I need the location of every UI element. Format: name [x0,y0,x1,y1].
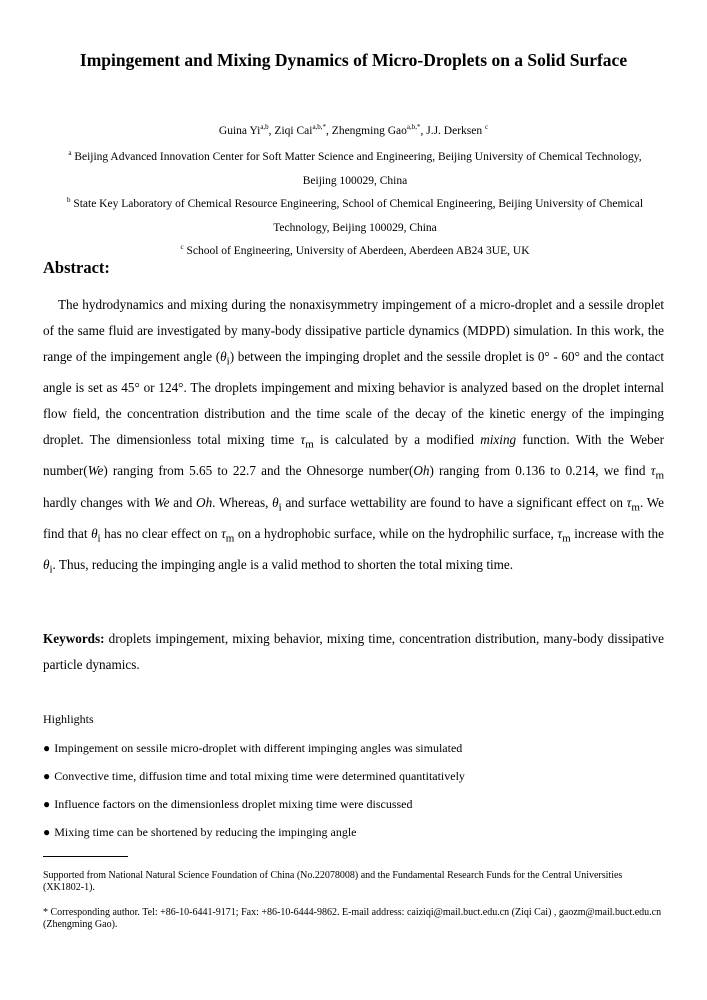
author-separator: , [326,125,332,137]
author-name: J.J. Derksen [426,125,483,137]
affiliation-marker: b [66,196,71,205]
bullet-icon: ● [43,741,51,755]
author-affiliation-marker: c [485,123,489,132]
bullet-icon: ● [43,825,51,839]
affiliation-text: Beijing Advanced Innovation Center for Soft Matter Science and Engineering, Beijing University of Chemical Technology, Beijing 100029, China [74,151,642,187]
affiliation-marker: c [180,243,184,252]
keywords [43,626,664,678]
author-separator: , [268,125,275,137]
abstract-body: The hydrodynamics and mixing during the nonaxisymmetry impingement of a micro-droplet and a sessile droplet of the same fluid are investigated by many-body dissipative particle dynamics (MDPD) simulation. In this work, the range of the impingement angle $(\theta_i)$ between the impinging droplet and the sessile droplet is 0° - 60° and the contact angle is set as 45° or 124°. The droplets impingement and mixing behavior is analyzed based on the droplet internal flow field, the concentration distribution and the time scale of the decay of the kinetic energy of the impinging droplet. The dimensionless total mixing time $\tau_m$ is calculated by a modified mixing function. With the Weber number(We) ranging from 5.65 to 22.7 and the Ohnesorge number(Oh) ranging from 0.136 to 0.214, we find $\tau_m$ hardly changes with We and Oh. Whereas, $\theta_i$ and surface wettability are found to have a significant effect on $\tau_m$. We find that $\theta_i$ has no clear effect on $\tau_m$ on a hydrophobic surface, while on the hydrophilic surface, $\tau_m$ increase with the $\theta_i$. Thus, reducing the impinging angle is a valid method to shorten the total mixing time. [43,297,665,577]
highlight-text: Impingement on sessile micro-droplet with different impinging angles was simulated [54,741,463,755]
funding-footnote: Supported from National Natural Science Foundation of China (No.22078008) and the Fundamental Research Funds for the Central Universities (XK1802-1). [43,870,623,893]
bullet-icon: ● [43,797,51,811]
abstract-heading: Abstract: [43,258,110,277]
affiliation-text: School of Engineering, University of Aberdeen, Aberdeen AB24 3UE, UK [186,245,530,257]
highlights-heading: Highlights [43,712,94,726]
author-affiliation-marker: a,b,* [312,123,327,132]
highlight-text: Influence factors on the dimensionless droplet mixing time were discussed [54,797,413,811]
author-name: Zhengming Gao [331,125,407,137]
highlight-text: Convective time, diffusion time and total mixing time were determined quantitatively [54,769,465,783]
list-item [43,794,465,822]
author-affiliation-marker: a,b [260,123,269,132]
footnote-divider [43,856,128,857]
author-name: Guina Yi [218,125,261,137]
corresponding-author-footnote: * Corresponding author. Tel: +86-10-6441-9171; Fax: +86-10-6444-9862. E-mail address: caiziqi@mail.buct.edu.cn (Ziqi Cai) , gaozm@mail.buct.edu.cn (Zhengming Gao). [43,907,662,930]
affiliation-a [50,145,660,193]
keywords-label: Keywords: [43,631,105,646]
list-item [43,766,465,794]
paper-title: Impingement and Mixing Dynamics of Micro-Droplets on a Solid Surface [79,50,628,70]
affiliation-marker: a [68,149,72,158]
list-item [43,822,465,850]
author-name: Ziqi Cai [274,125,313,137]
affiliation-b [50,192,660,240]
list-item [43,738,465,766]
author-separator: , [420,125,427,137]
affiliation-text: State Key Laboratory of Chemical Resource Engineering, School of Chemical Engineering, Beijing University of Chemical Technology, Beijing 100029, China [73,198,644,234]
highlights-list [43,738,465,850]
highlight-text: Mixing time can be shortened by reducing the impinging angle [54,825,357,839]
affiliation-c [50,239,660,263]
author-affiliation-marker: a,b,* [406,123,421,132]
bullet-icon: ● [43,769,51,783]
author-list [40,124,667,138]
keywords-text: droplets impingement, mixing behavior, mixing time, concentration distribution, many-body dissipative particle dynamics. [43,631,664,672]
